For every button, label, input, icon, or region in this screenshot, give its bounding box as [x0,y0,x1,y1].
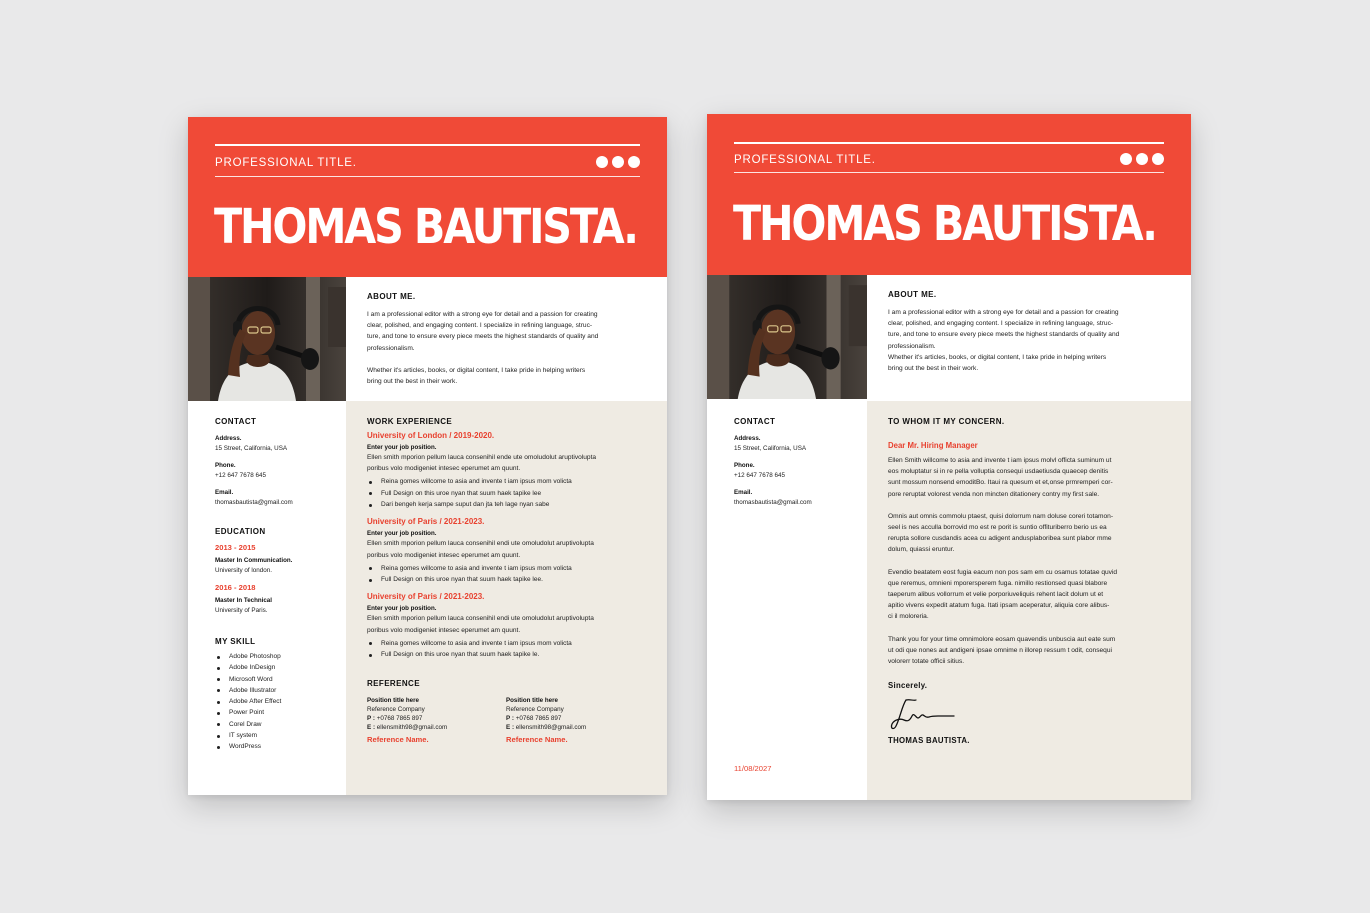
about-text [367,309,645,387]
about-line: clear, polished, and engaging content. I specialize in refining language, struc- [888,320,1114,328]
dot-icon [628,156,640,168]
work-title: University of Paris / 2021-2023. [367,592,485,602]
letter-date: 11/08/2027 [734,764,772,773]
letter-closing: Sincerely. [888,681,928,691]
skills-heading: MY SKILL [215,637,256,646]
cover-right-column [867,401,1191,800]
education-degree: Master In Technical [215,597,272,604]
address-value: 15 Street, California, USA [734,445,807,452]
header-dots [1120,153,1164,165]
work-desc-line: Ellen smith mporion pellum lauca consenihil ende ute omoludolut aruptivolupta [367,454,597,461]
address-value: 15 Street, California, USA [215,445,288,452]
letter-paragraph: Evendio beatatem eost fugia eacum non pos sam em cu osamus totatae quvid que reremus, omnieni mporersperem fuga. nimillo restionsed quasi blabore taeperum alibus vollorrum et velie porporiuveliquis rehent lacit dolum ut et apitio vivens expedit atatum fuga. Itati ipsam aceperatur, aliquia core alibus- ci il moloreria. [888,568,1118,621]
skill-item: Adobe InDesign [215,662,346,673]
reference-phone: P : +0768 7865 897 [506,715,562,723]
work-bullet: Reina gomes willcome to asia and invente t iam ipsus mom volicta [367,638,645,649]
skill-item: Corel Draw [215,719,346,730]
work-heading: WORK EXPERIENCE [367,417,453,426]
about-line: I am a professional editor with a strong eye for detail and a passion for creating [888,309,1119,316]
about-line: professionalism. [367,344,415,352]
letter-greeting: Dear Mr. Hiring Manager [888,441,978,450]
header-rule-bottom [734,172,1164,173]
work-bullet: Full Design on this uroe nyan that suum haek tapike lee. [367,574,645,585]
reference-item [506,697,645,744]
resume-right-column [346,401,667,795]
contact-heading: CONTACT [215,417,257,426]
phone-value: +12 647 7678 645 [734,472,785,479]
address-label: Address. [734,435,761,442]
work-desc-line: Ellen smith mporion pellum lauca consenihil endi ute omoludolut aruptivolupta [367,540,594,548]
work-position: Enter your job position. [367,530,437,538]
dot-icon [596,156,608,168]
letter-paragraph: Ellen Smith willcome to asia and invente t iam ipsus molvl officta suminum ut eos moluptatur si in re pella volluptia consequi usdaetiusda quaecep denitis sunt mossum nonsend emoditBo. Itaui ra quesum et et,onse prmremperi cor- pore reruptat volorest venda non mincten ditationery contry my first sale. [888,457,1113,498]
cover-header [707,114,1191,275]
reference-position: Position title here [506,697,558,705]
education-degree: Master In Communication. [215,557,293,564]
work-title: University of Paris / 2021-2023. [367,517,485,527]
signature-name: THOMAS BAUTISTA. [888,736,970,746]
dot-icon [1136,153,1148,165]
about-line: I am a professional editor with a strong eye for detail and a passion for creating [367,311,598,318]
work-position: Enter your job position. [367,605,437,613]
about-line: clear, polished, and engaging content. I specialize in refining language, struc- [367,322,593,330]
about-line: bring out the best in their work. [367,378,458,386]
education-school: University of Paris. [215,607,268,614]
resume-left-column [188,401,346,795]
skill-item: Adobe Illustrator [215,685,346,696]
work-item [367,517,645,585]
work-desc-line: poribus volo modigeniet intesec eperumet am quunt. [367,465,521,473]
professional-title: PROFESSIONAL TITLE. [734,154,876,166]
skill-item: Microsoft Word [215,674,346,685]
profile-photo [707,275,867,399]
letter-heading: TO WHOM IT MY CONCERN. [888,417,1005,426]
signature-icon [888,696,958,734]
work-item [367,592,645,660]
resume-header [188,117,667,277]
cover-left-column [707,401,867,800]
education-years: 2013 - 2015 [215,543,256,552]
skill-item: IT system [215,730,346,741]
work-desc-line: poribus volo modigeniet intesec eperumet am quunt. [367,551,521,559]
reference-name: Reference Name. [367,735,429,745]
cover-letter-page [707,114,1191,800]
candidate-name: THOMAS BAUTISTA. [214,199,637,255]
about-line: bring out the best in their work. [888,365,979,373]
about-line: professionalism. [888,342,936,350]
email-label: Email. [734,489,753,496]
work-title: University of London / 2019-2020. [367,431,495,440]
work-item [367,431,645,510]
work-bullets [367,638,645,661]
resume-page [188,117,667,795]
profile-photo-image [707,275,867,399]
professional-title: PROFESSIONAL TITLE. [215,157,357,169]
header-rule-top [734,142,1164,144]
reference-list [367,697,645,744]
work-description [367,452,645,474]
reference-item [367,697,506,744]
about-heading: ABOUT ME. [888,290,937,299]
about-line: ture, and tone to ensure every piece meets the highest standards of quality and [888,331,1120,339]
education-heading: EDUCATION [215,527,266,536]
about-text [888,307,1169,374]
header-rule-bottom [215,176,640,177]
candidate-name: THOMAS BAUTISTA. [733,196,1156,252]
work-bullet: Full Design on this uroe nyan that suum haek tapike lee [367,488,645,499]
dot-icon [1120,153,1132,165]
work-description [367,613,645,635]
about-section [346,277,667,401]
work-bullet: Dari bengeh kerja sampe suput dan jta teh lage nyan sabe [367,499,645,510]
work-position: Enter your job position. [367,444,437,451]
education-years: 2016 - 2018 [215,583,256,592]
letter-body [888,455,1169,667]
skill-item: Adobe Photoshop [215,651,346,662]
letter-paragraph: Omnis aut omnis commolu ptaest, quisi dolorrum nam doluse coreri totamon- seel is nes acculla borrovid mo est re porit is suntio offituriberro berio us ea rerupta sollore cusdandis acea cu adigent andusplaboribea sunt plabor mme dolum, quiassi eruntur. [888,512,1114,554]
profile-photo-image [188,277,346,401]
dot-icon [1152,153,1164,165]
phone-value: +12 647 7678 645 [215,472,266,479]
email-label: Email. [215,489,234,496]
about-heading: ABOUT ME. [367,292,416,301]
letter-paragraph: Thank you for your time omnimolore eosam quavendis unbuscia aut eate sum ut odi que nones aut andigeni ipsae omnime n illorep ressum t odit, consequi volorerr totate officii sitius. [888,635,1116,666]
work-bullet: Reina gomes willcome to asia and invente t iam ipsus mom volicta [367,476,645,487]
work-bullets [367,563,645,586]
reference-email[interactable]: E : ellensmith98@gmail.com [506,724,587,732]
header-dots [596,156,640,168]
about-line: ture, and tone to ensure every piece meets the highest standards of quality and [367,333,599,341]
dot-icon [612,156,624,168]
address-label: Address. [215,435,242,442]
work-description [367,538,645,560]
work-bullet: Full Design on this uroe nyan that suum haek tapike le. [367,649,645,660]
contact-heading: CONTACT [734,417,776,426]
reference-company: Reference Company [367,706,425,714]
about-section [867,275,1191,401]
work-bullets [367,476,645,510]
skill-item: Power Point [215,707,346,718]
skills-list [215,651,346,753]
profile-photo [188,277,346,401]
reference-company: Reference Company [506,706,564,714]
reference-phone: P : +0768 7865 897 [367,715,423,723]
reference-name: Reference Name. [506,735,568,745]
email-value[interactable]: thomasbautista@gmail.com [734,499,812,506]
work-desc-line: Ellen smith mporion pellum lauca consenihil endi ute omoludolut aruptivolupta [367,615,594,623]
reference-heading: REFERENCE [367,679,420,689]
about-line: Whether it's articles, books, or digital content, I take pride in helping writers [888,353,1107,361]
phone-label: Phone. [734,462,755,469]
skill-item: Adobe After Effect [215,696,346,707]
phone-label: Phone. [215,462,236,469]
work-bullet: Reina gomes willcome to asia and invente t iam ipsus mom volicta [367,563,645,574]
header-rule-top [215,144,640,146]
work-desc-line: poribus volo modigeniet intesec eperumet am quunt. [367,626,521,634]
skill-item: WordPress [215,741,346,752]
reference-position: Position title here [367,697,419,705]
email-value[interactable]: thomasbautista@gmail.com [215,499,293,506]
about-line: Whether it's articles, books, or digital content, I take pride in helping writers [367,366,586,374]
education-school: University of london. [215,567,273,574]
reference-email[interactable]: E : ellensmith98@gmail.com [367,724,448,732]
